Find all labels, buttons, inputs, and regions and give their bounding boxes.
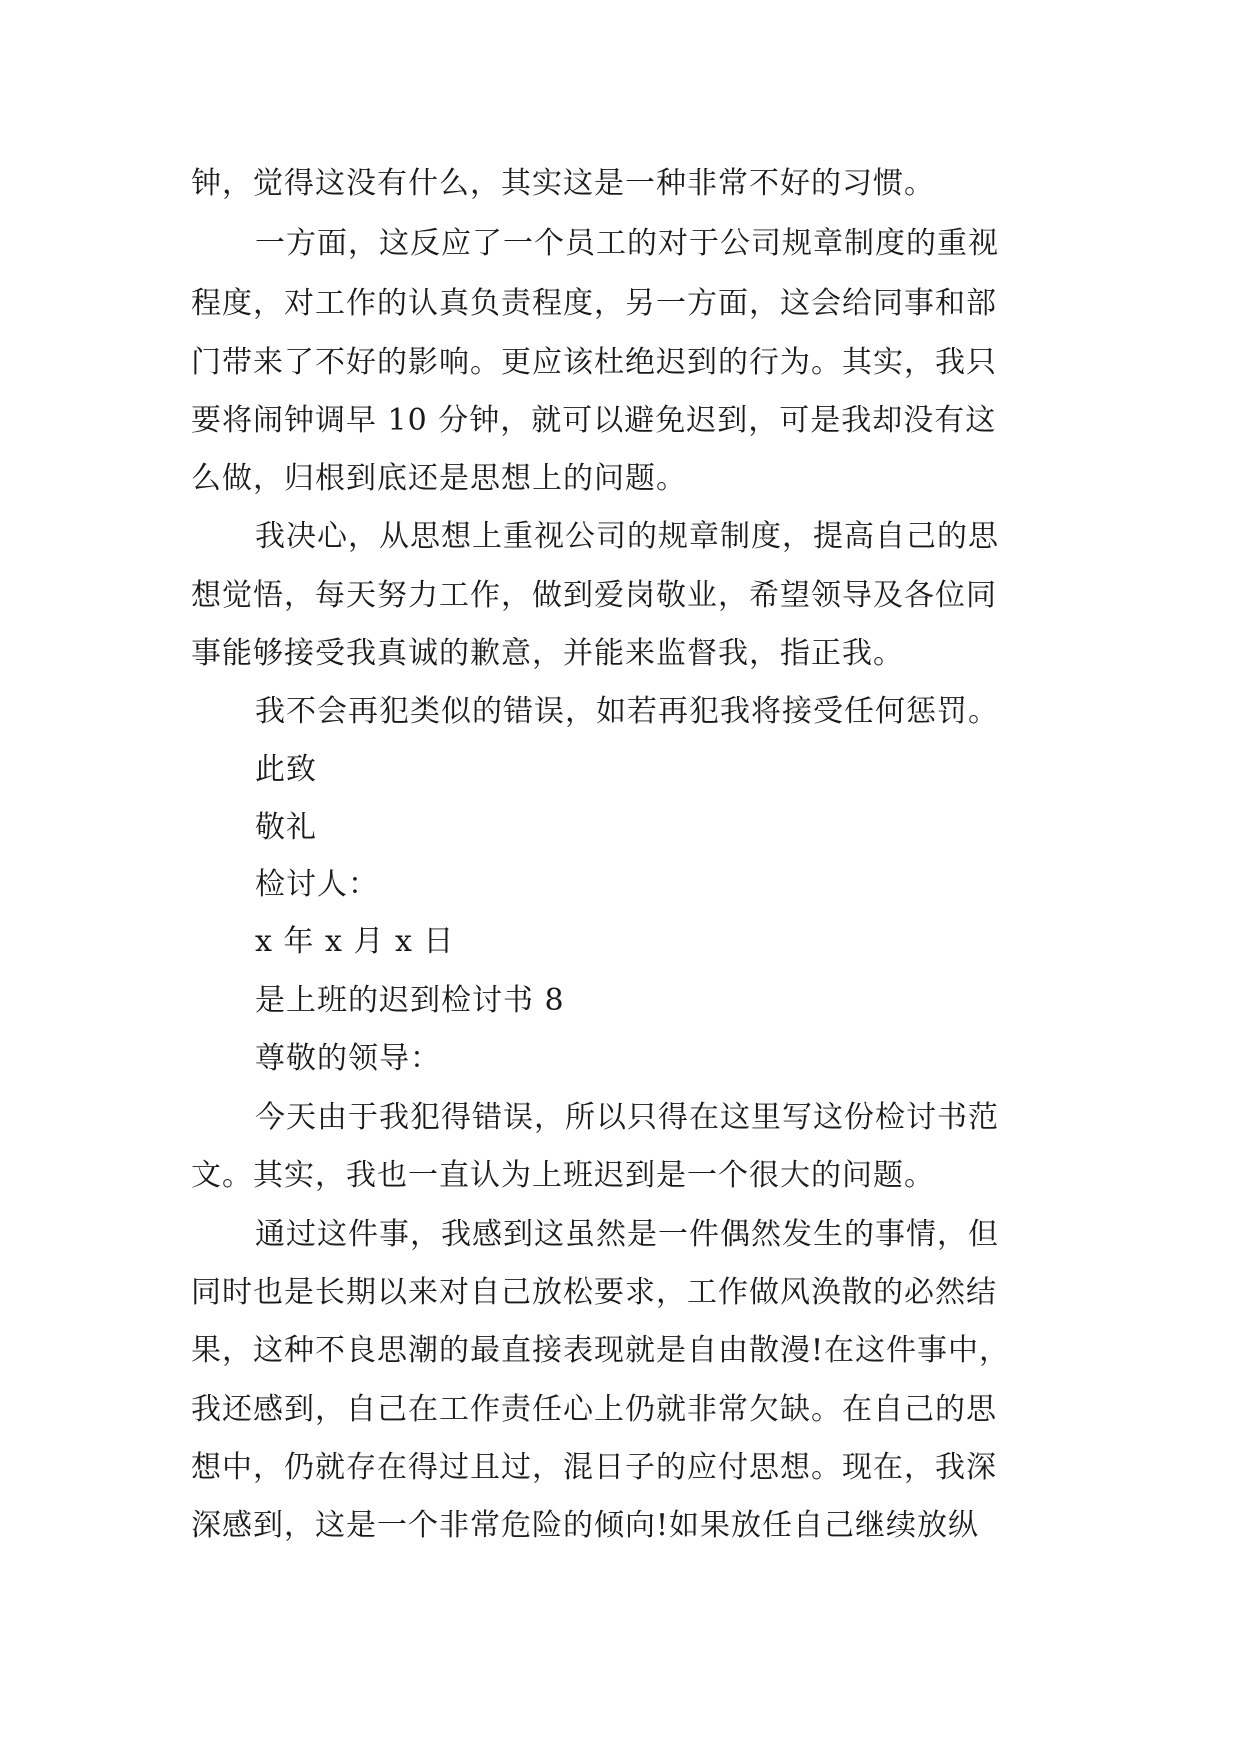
text-line: 我不会再犯类似的错误，如若再犯我将接受任何惩罚。 xyxy=(255,694,999,729)
text-line: 么做，归根到底还是思想上的问题。 xyxy=(191,461,687,496)
text-line: 文。其实，我也一直认为上班迟到是一个很大的问题。 xyxy=(191,1158,935,1193)
text-line: 事能够接受我真诚的歉意，并能来监督我，指正我。 xyxy=(191,636,904,671)
text-line: 今天由于我犯得错误，所以只得在这里写这份检讨书范 xyxy=(255,1100,999,1135)
salutation-closing: 此致 xyxy=(255,752,317,787)
text-line: 通过这件事，我感到这虽然是一件偶然发生的事情，但 xyxy=(255,1217,999,1252)
text-line: 一方面，这反应了一个员工的对于公司规章制度的重视 xyxy=(255,226,999,261)
text-line: 程度，对工作的认真负责程度，另一方面，这会给同事和部 xyxy=(191,286,997,321)
text-line: 要将闹钟调早 10 分钟，就可以避免迟到，可是我却没有这 xyxy=(191,403,997,438)
text-line: 我决心，从思想上重视公司的规章制度，提高自己的思 xyxy=(255,519,999,554)
text-line: 深感到，这是一个非常危险的倾向!如果放任自己继续放纵 xyxy=(191,1508,980,1543)
text-line: 钟，觉得这没有什么，其实这是一种非常不好的习惯。 xyxy=(191,166,935,201)
salutation-respect: 敬礼 xyxy=(255,810,317,845)
text-line: 果，这种不良思潮的最直接表现就是自由散漫!在这件事中， xyxy=(191,1333,1011,1368)
section-heading: 是上班的迟到检讨书 8 xyxy=(255,983,565,1018)
date-line: x 年 x 月 x 日 xyxy=(255,924,455,959)
text-line: 想中，仍就存在得过且过，混日子的应付思想。现在，我深 xyxy=(191,1450,997,1485)
text-line: 同时也是长期以来对自己放松要求，工作做风涣散的必然结 xyxy=(191,1275,997,1310)
text-line: 门带来了不好的影响。更应该杜绝迟到的行为。其实，我只 xyxy=(191,345,997,380)
text-line: 想觉悟，每天努力工作，做到爱岗敬业，希望领导及各位同 xyxy=(191,578,997,613)
greeting: 尊敬的领导： xyxy=(255,1041,441,1076)
signatory-label: 检讨人： xyxy=(255,867,379,902)
text-line: 我还感到，自己在工作责任心上仍就非常欠缺。在自己的思 xyxy=(191,1392,997,1427)
